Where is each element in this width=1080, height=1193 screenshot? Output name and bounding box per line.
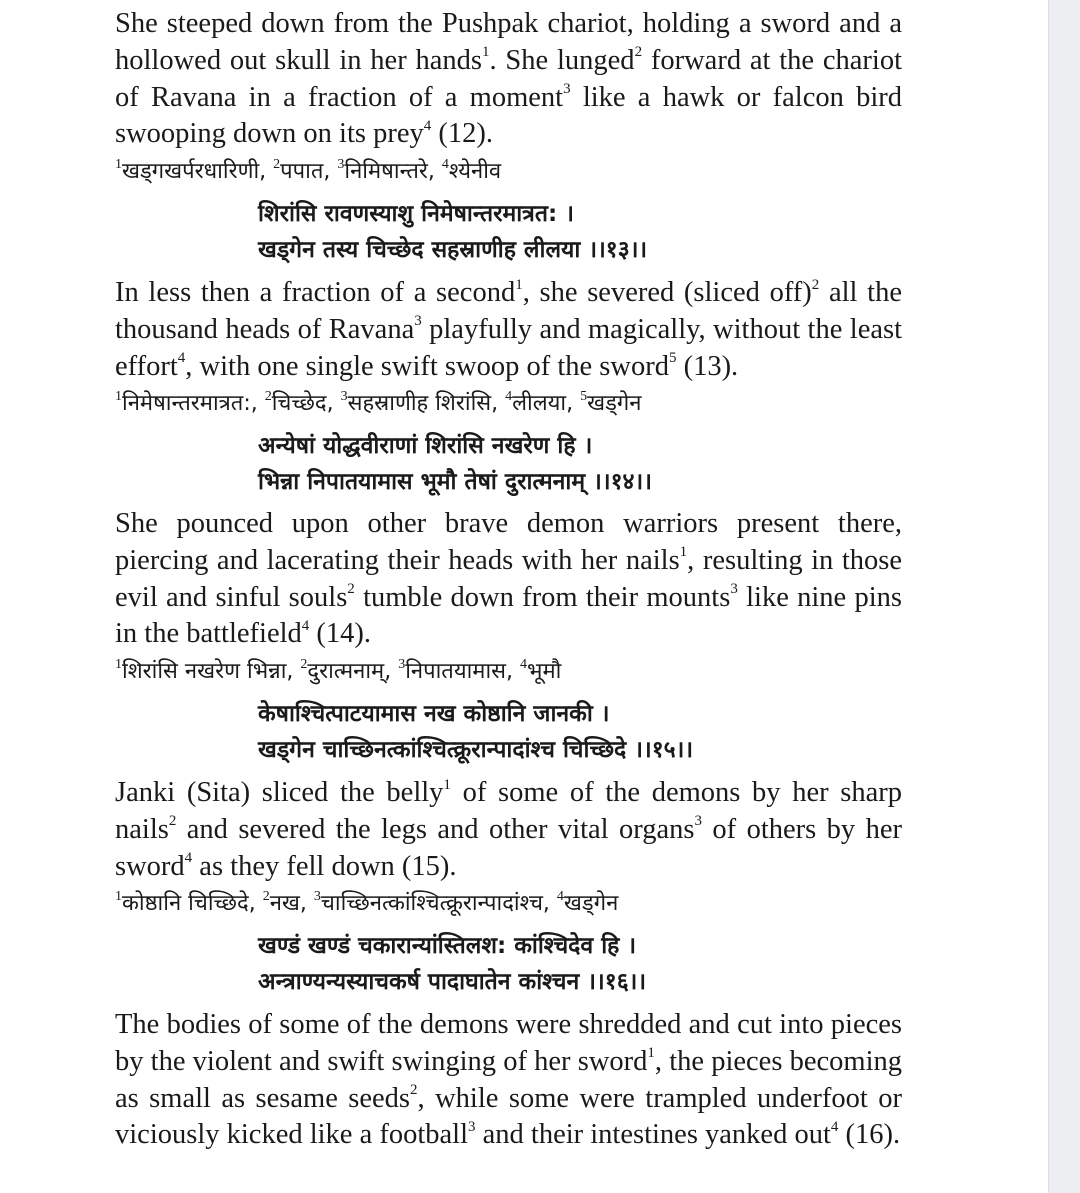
translation-paragraph-12: She steeped down from the Pushpak chariot, holding a sword and a hollowed out skull in her hands$^1$. She lunged$^2$ forward at the chariot of Ravana in a fraction of a moment$^3$ like a hawk or falcon bird swooping down on its prey$^4$ (12). xyxy=(115,8,902,150)
footnote-line-14: $^1$शिरांसि नखरेण भिन्ना, $^2$दुरात्मनाम्, $^3$निपातयामास, $^4$भूमौ xyxy=(115,656,562,684)
verse-15-line-2: खड्गेन चाच्छिनत्कांश्चित्क्रूरान्पादांश्च चिच्छिदे ।।१५।। xyxy=(258,737,694,763)
footnote-line-12: $^1$खड्गखर्परधारिणी, $^2$पपात, $^3$निमिषान्तरे, $^4$श्येनीव xyxy=(115,156,502,184)
translation-paragraph-14: She pounced upon other brave demon warriors present there, piercing and lacerating their heads with her nails$^1$, resulting in those evil and sinful souls$^2$ tumble down from their mounts$^3$ like nine pins in the battlefield$^4$ (14). xyxy=(115,508,903,650)
verse-16-line-2: अन्त्राण्यन्यस्याचकर्ष पादाघातेन कांश्चन ।।१६।। xyxy=(258,969,647,995)
translation-paragraph-16: The bodies of some of the demons were shredded and cut into pieces by the violent and swift swinging of her sword$^1$, the pieces becoming as small as sesame seeds$^2$, while some were trampled underfoot or viciously kicked like a football$^3$ and their intestines yanked out$^4$ (16). xyxy=(115,1009,902,1151)
verse-13-line-1: शिरांसि रावणस्याशु निमेषान्तरमात्रत: । xyxy=(258,201,574,227)
sanskrit-verse-16 xyxy=(258,928,778,1000)
verse-14-line-2: भिन्ना निपातयामास भूमौ तेषां दुरात्मनाम् ।।१४।। xyxy=(258,469,652,495)
verse-13-line-2: खड्गेन तस्य चिच्छेद सहस्राणीह लीलया ।।१३।। xyxy=(258,237,648,263)
sanskrit-verse-14 xyxy=(258,428,778,500)
verse-16-line-1: खण्डं खण्डं चकारान्यांस्तिलश: कांश्चिदेव हि । xyxy=(258,933,637,959)
translation-paragraph-15: Janki (Sita) sliced the belly$^1$ of some of the demons by her sharp nails$^2$ and severed the legs and other vital organs$^3$ of others by her sword$^4$ as they fell down (15). xyxy=(115,776,902,882)
footnote-line-15: $^1$कोष्ठानि चिच्छिदे, $^2$नख, $^3$चाच्छिनत्कांश्चित्क्रूरान्पादांश्च, $^4$खड्गेन xyxy=(115,888,619,916)
sanskrit-verse-13 xyxy=(258,196,778,268)
verse-14-line-1: अन्येषां योद्धवीराणां शिरांसि नखरेण हि । xyxy=(258,433,593,459)
translation-paragraph-13: In less then a fraction of a second$^1$, she severed (sliced off)$^2$ all the thousand heads of Ravana$^3$ playfully and magically, without the least effort$^4$, with one single swift swoop of the sword$^5$ (13). xyxy=(115,276,903,382)
page-edge-strip xyxy=(1048,0,1080,1193)
footnote-line-13: $^1$निमेषान्तरमात्रत:, $^2$चिच्छेद, $^3$सहस्राणीह शिरांसि, $^4$लीलया, $^5$खड्गेन xyxy=(115,388,642,416)
verse-15-line-1: केषाश्चित्पाटयामास नख कोष्ठानि जानकी । xyxy=(258,701,610,727)
sanskrit-verse-15 xyxy=(258,696,778,768)
